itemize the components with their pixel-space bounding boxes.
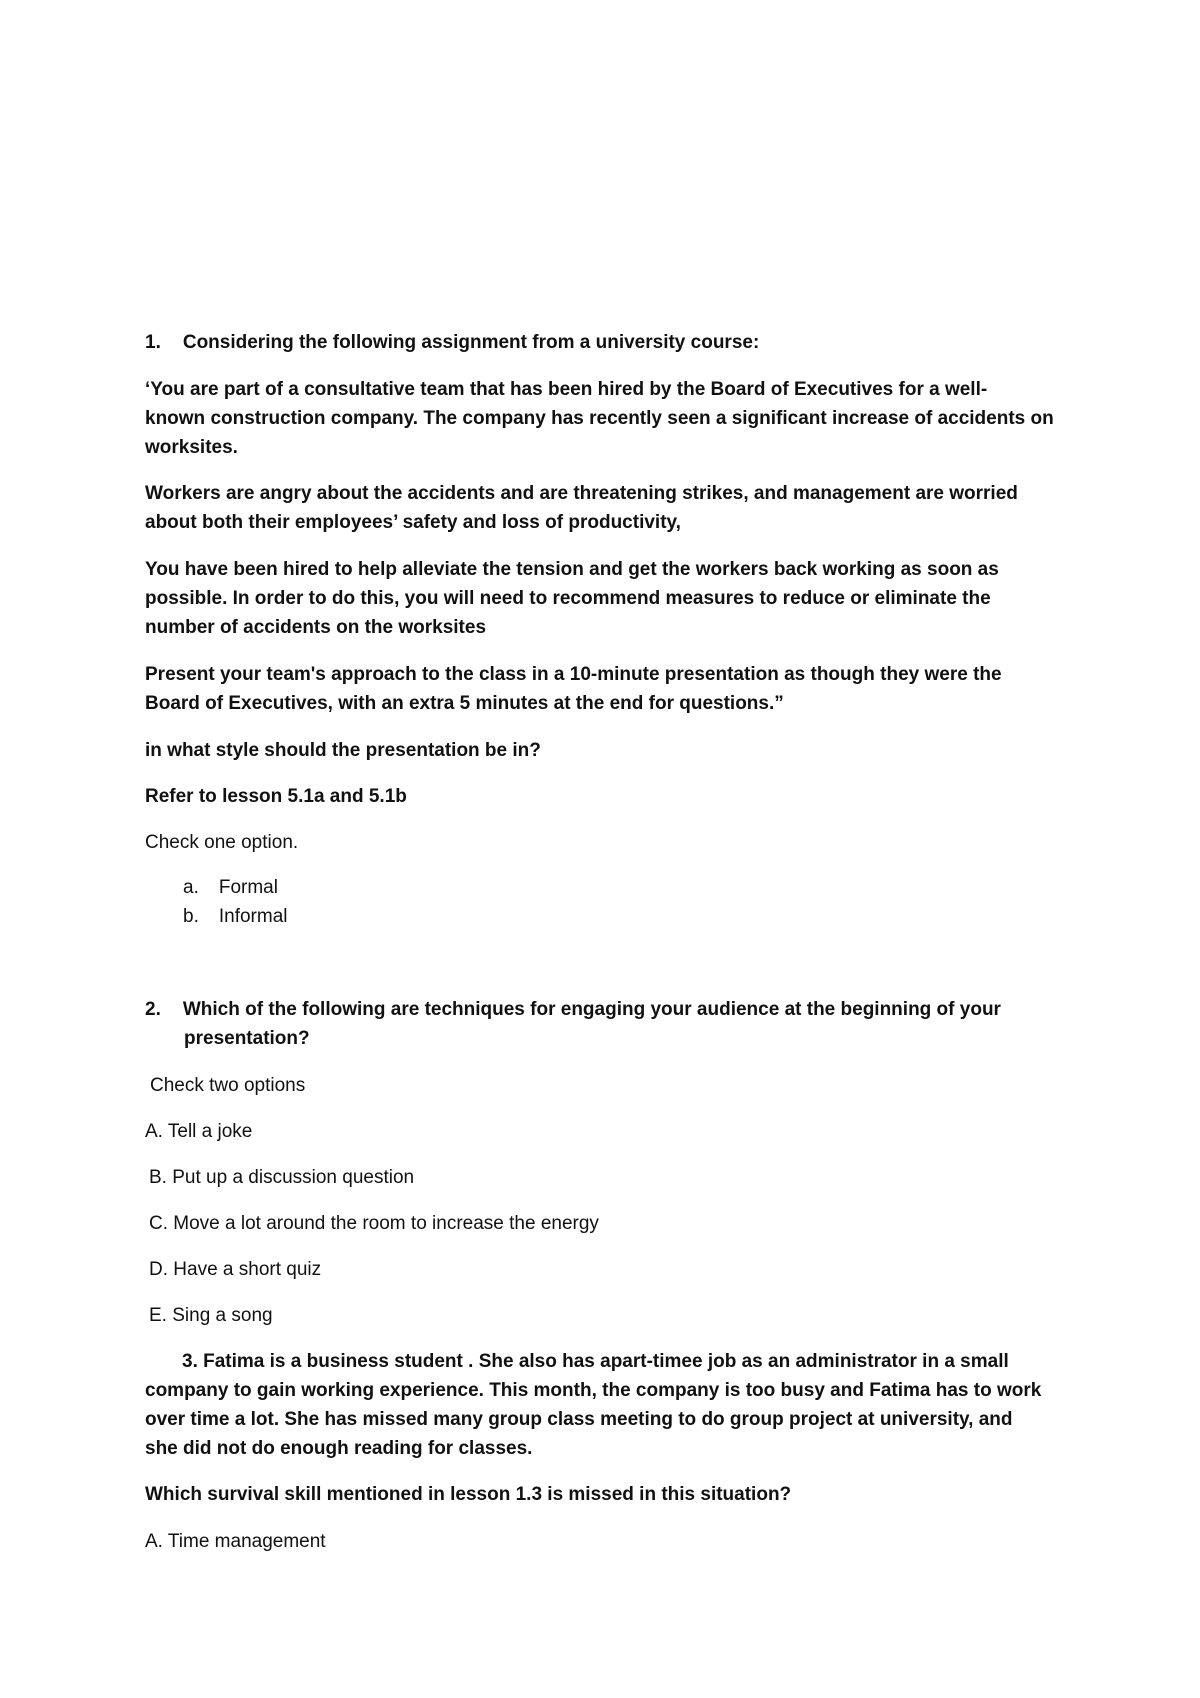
q1-hired-line: possible. In order to do this, you will need to recommend measures to reduce or eliminate the	[145, 588, 991, 609]
q1-number: 1.	[145, 332, 161, 353]
q1-option-a[interactable]	[183, 873, 278, 902]
q1-workers-line: about both their employees’ safety and loss of productivity,	[145, 512, 681, 533]
q2-option[interactable]: D. Have a short quiz	[149, 1259, 322, 1280]
q3-scenario-line: 3. Fatima is a business student . She also has apart-timee job as an administrator in a small	[182, 1351, 1009, 1372]
q1-option-letter: a.	[183, 877, 199, 898]
q3-scenario-line: over time a lot. She has missed many group class meeting to do group project at university, and	[145, 1409, 1013, 1430]
q1-option-text: Formal	[218, 877, 278, 898]
q1-present-line: Present your team's approach to the class in a 10-minute presentation as though they were the	[145, 664, 1002, 685]
q2-question-line: presentation?	[184, 1028, 310, 1049]
q3-scenario-line: she did not do enough reading for classes.	[145, 1438, 533, 1459]
q1-instruction: Check one option.	[145, 832, 299, 853]
q1-prompt: Considering the following assignment from a university course:	[182, 332, 760, 353]
q1-hired-line: number of accidents on the worksites	[145, 617, 487, 638]
q1-option-text: Informal	[218, 906, 288, 927]
q2-option[interactable]: E. Sing a song	[149, 1305, 273, 1326]
q2-option[interactable]: C. Move a lot around the room to increase the energy	[149, 1213, 599, 1234]
q3-option[interactable]: A. Time management	[145, 1531, 326, 1552]
q2-heading	[145, 995, 1001, 1024]
q1-present-line: Board of Executives, with an extra 5 minutes at the end for questions.”	[145, 693, 784, 714]
q2-question-line: Which of the following are techniques for engaging your audience at the beginning of your	[182, 999, 1001, 1020]
q1-scenario-line: worksites.	[145, 437, 238, 458]
q1-hired-line: You have been hired to help alleviate the tension and get the workers back working as soon as	[145, 559, 999, 580]
q2-option[interactable]: A. Tell a joke	[145, 1121, 253, 1142]
q1-question: in what style should the presentation be in?	[145, 740, 541, 761]
q2-option[interactable]: B. Put up a discussion question	[149, 1167, 415, 1188]
q1-workers-line: Workers are angry about the accidents and are threatening strikes, and management are worried	[145, 483, 1018, 504]
q1-option-letter: b.	[183, 906, 199, 927]
q1-scenario-line: known construction company. The company has recently seen a significant increase of accidents on	[145, 408, 1054, 429]
q1-option-b[interactable]	[183, 902, 288, 931]
q3-question: Which survival skill mentioned in lesson 1.3 is missed in this situation?	[145, 1484, 792, 1505]
q1-scenario-line: ‘You are part of a consultative team that has been hired by the Board of Executives for a well-	[145, 379, 988, 400]
q1-reference: Refer to lesson 5.1a and 5.1b	[145, 786, 407, 807]
q1-heading	[145, 328, 759, 357]
q2-number: 2.	[145, 999, 161, 1020]
q3-scenario-line: company to gain working experience. This month, the company is too busy and Fatima has to work	[145, 1380, 1042, 1401]
q2-instruction: Check two options	[150, 1075, 306, 1096]
